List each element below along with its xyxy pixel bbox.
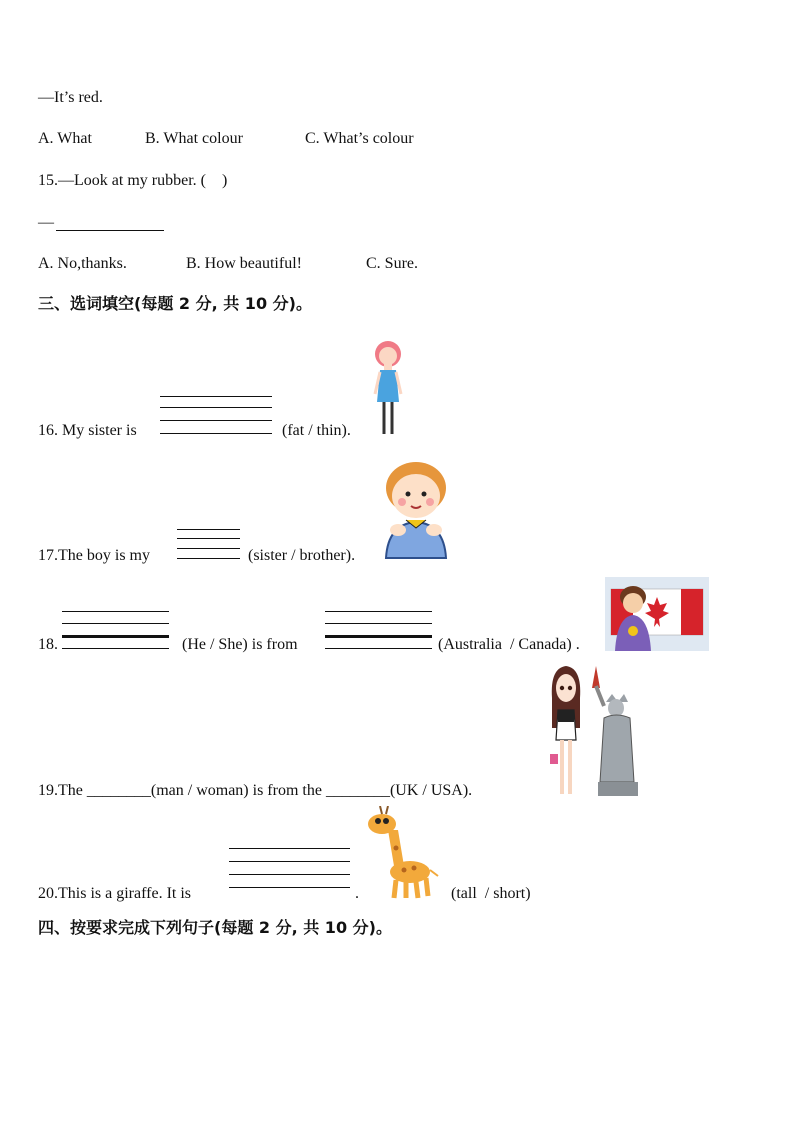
section-4-title: 四、按要求完成下列句子(每题 2 分, 共 10 分)。 [38,918,392,937]
q14-option-a: A. What [38,130,92,147]
q14-option-c: C. What’s colour [305,130,414,147]
q20-lead: 20.This is a giraffe. It is [38,885,192,902]
q15-option-b: B. How beautiful! [186,255,302,272]
girl-thin-icon [366,336,410,438]
giraffe-icon [364,806,440,900]
q15-answer-blank [56,230,164,231]
q20-choices: (tall / short) [451,885,531,902]
q16-lead: 16. My sister is [38,422,137,439]
section-3-title: 三、选词填空(每题 2 分, 共 10 分)。 [38,294,312,313]
q18-lead: 18. [38,636,58,653]
q14-option-b: B. What colour [145,130,243,147]
q20-period: . [355,885,359,902]
q19-sentence: 19.The ________(man / woman) is from the ________(UK / USA). [38,782,473,799]
boy-portrait-icon [380,458,452,562]
woman-statue-of-liberty-icon [548,658,642,798]
q18-middle: (He / She) is from [182,636,298,653]
q15-dash: — [38,214,54,231]
boy-canada-flag-icon [605,577,709,651]
q17-choices: (sister / brother). [248,547,356,564]
q18-choices: (Australia / Canada) . [438,636,580,653]
q15-prompt: 15.—Look at my rubber. ( ) [38,172,228,189]
q14-answer-line: —It’s red. [38,89,103,106]
q15-option-a: A. No,thanks. [38,255,127,272]
q16-choices: (fat / thin). [282,422,351,439]
q15-option-c: C. Sure. [366,255,418,272]
q17-lead: 17.The boy is my [38,547,150,564]
